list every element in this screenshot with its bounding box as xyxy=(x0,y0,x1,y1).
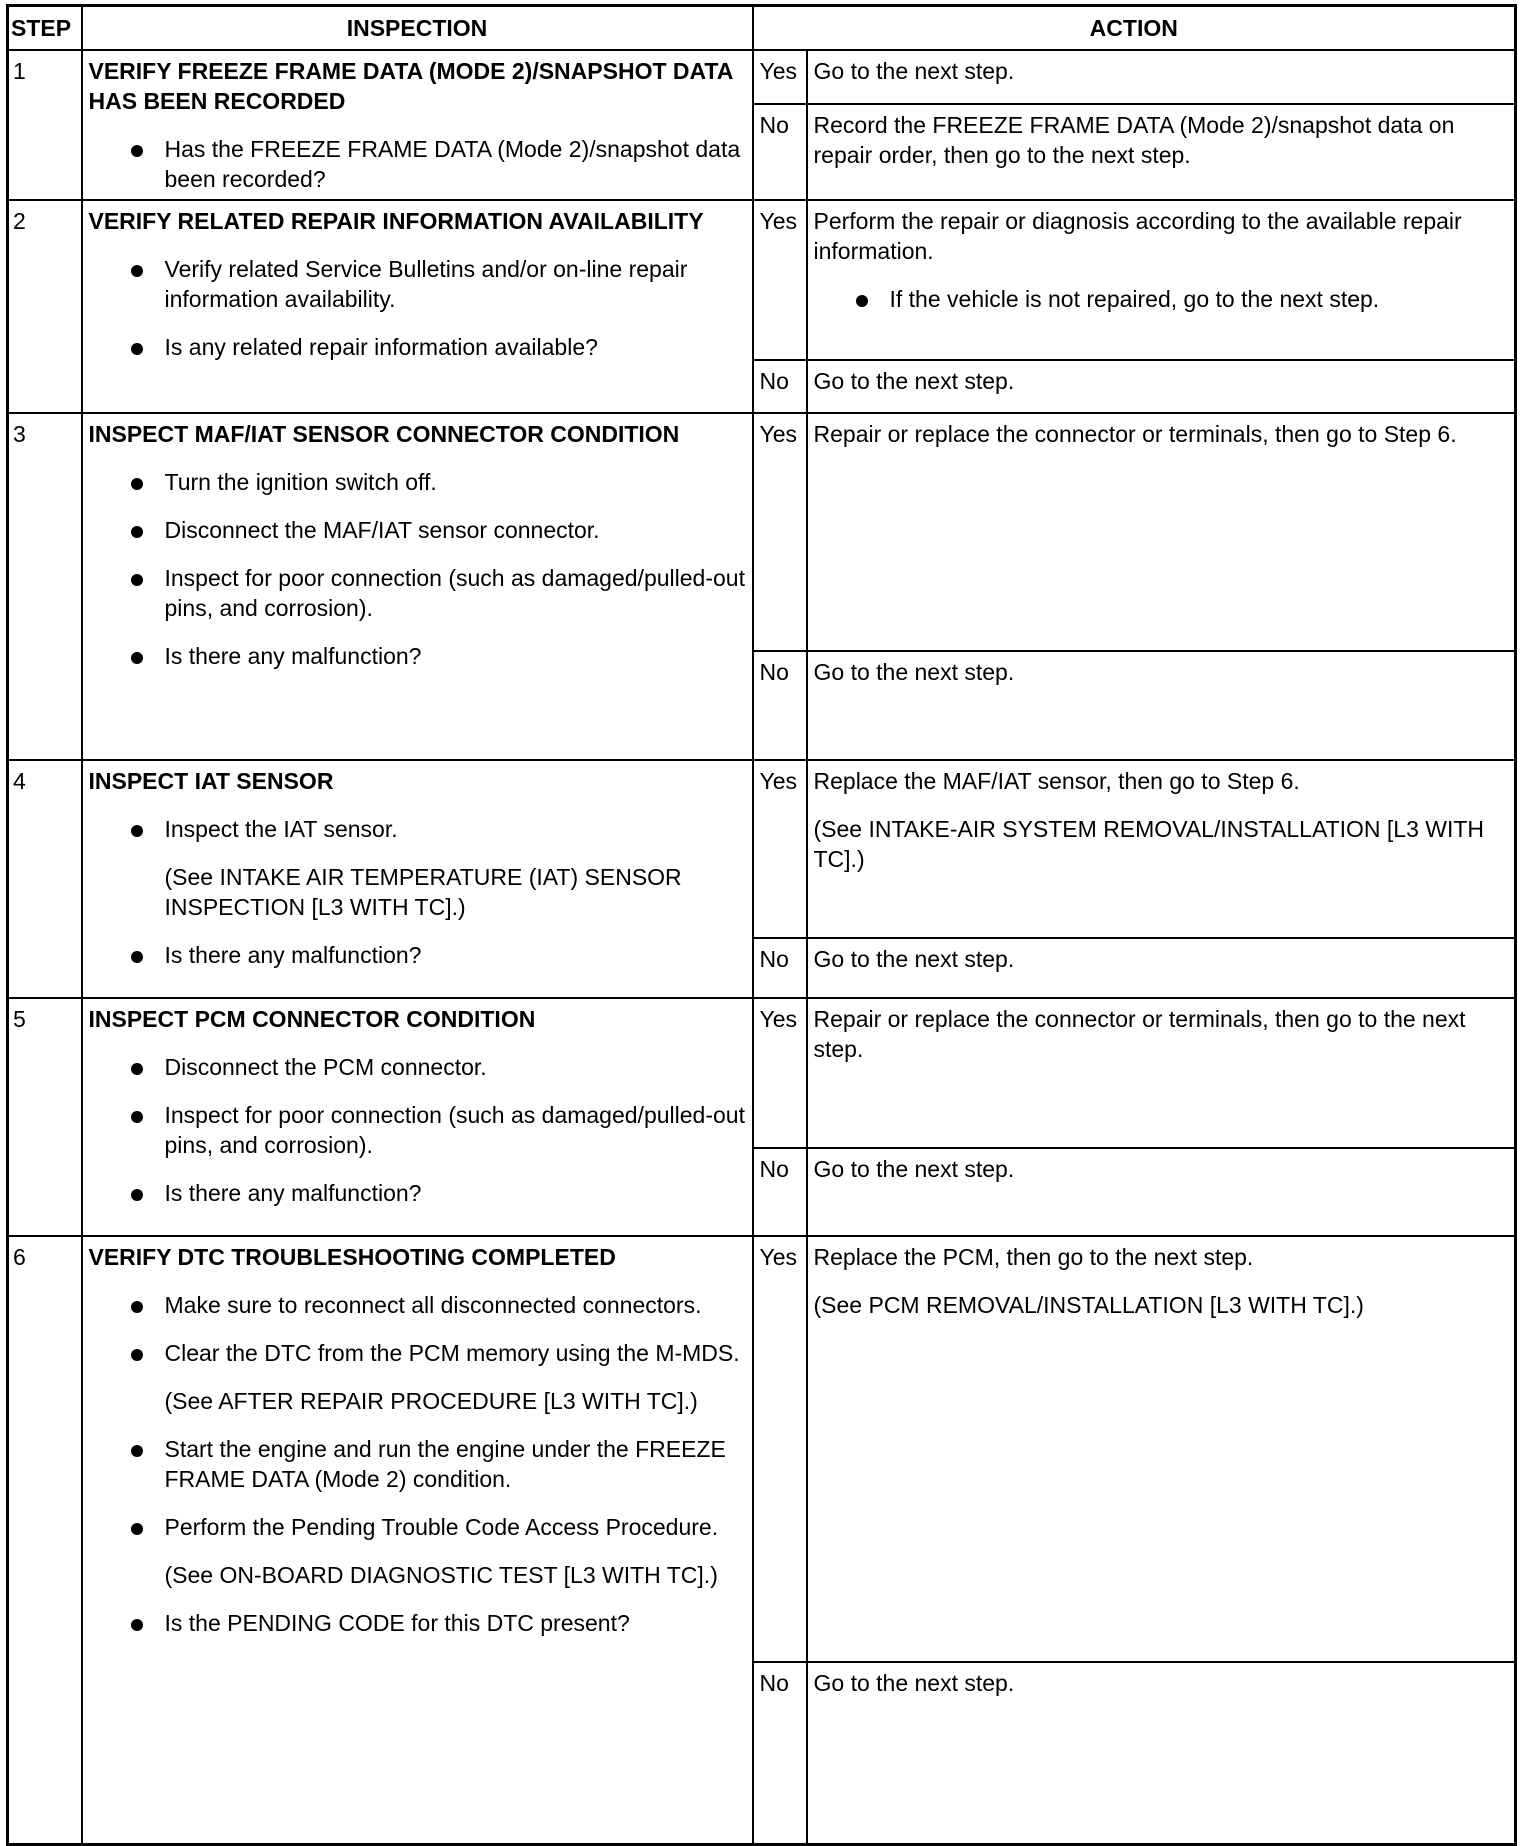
diagnostic-table xyxy=(6,4,1517,1846)
inspection-list xyxy=(89,254,746,362)
inspection-list xyxy=(89,940,746,970)
item-text: Is there any malfunction? xyxy=(164,643,422,669)
step-title: VERIFY FREEZE FRAME DATA (MODE 2)/SNAPSHOT DATA HAS BEEN RECORDED xyxy=(88,58,733,114)
list-item xyxy=(89,1608,746,1638)
diagnostic-procedure-sheet xyxy=(6,4,1514,1794)
inspection-list xyxy=(89,467,746,671)
list-item xyxy=(89,1434,746,1494)
list-item xyxy=(89,1512,746,1542)
item-text: Inspect for poor connection (such as damaged/pulled-out pins, and corrosion). xyxy=(164,1102,745,1158)
no-label: No xyxy=(753,651,807,760)
item-text: Turn the ignition switch off. xyxy=(164,469,437,495)
yes-action: Go to the next step. xyxy=(807,50,1516,104)
list-item xyxy=(89,515,746,545)
reference-text: (See PCM REMOVAL/INSTALLATION [L3 WITH TC].) xyxy=(813,1292,1364,1318)
bullet-icon xyxy=(131,1063,143,1075)
item-text: Verify related Service Bulletins and/or on-line repair information availability. xyxy=(164,256,688,312)
bullet-icon xyxy=(131,265,143,277)
item-text: Inspect the IAT sensor. xyxy=(164,816,398,842)
yes-action xyxy=(807,760,1516,938)
yes-label: Yes xyxy=(753,998,807,1148)
step-number: 1 xyxy=(8,50,82,200)
inspection-column-header: INSPECTION xyxy=(82,6,753,51)
item-text: Clear the DTC from the PCM memory using the M-MDS. xyxy=(164,1340,740,1366)
bullet-icon xyxy=(131,1619,143,1631)
step-column-header: STEP xyxy=(8,6,82,51)
list-item xyxy=(89,641,746,671)
no-action: Go to the next step. xyxy=(807,938,1516,998)
inspection-cell xyxy=(82,200,753,413)
step-title: VERIFY RELATED REPAIR INFORMATION AVAILABILITY xyxy=(88,208,704,234)
no-label: No xyxy=(753,360,807,413)
inspection-cell xyxy=(82,1236,753,1844)
bullet-icon xyxy=(131,145,143,157)
inspection-list xyxy=(89,1052,746,1208)
yes-action: Repair or replace the connector or terminals, then go to Step 6. xyxy=(807,413,1516,651)
yes-label: Yes xyxy=(753,50,807,104)
no-label: No xyxy=(753,1662,807,1844)
item-text: Is any related repair information available? xyxy=(164,334,598,360)
inspection-cell xyxy=(82,50,753,200)
no-action: Record the FREEZE FRAME DATA (Mode 2)/snapshot data on repair order, then go to the next step. xyxy=(807,104,1516,200)
inspection-list xyxy=(89,814,746,844)
bullet-icon xyxy=(131,343,143,355)
bullet-icon xyxy=(131,1301,143,1313)
bullet-icon xyxy=(131,825,143,837)
no-label: No xyxy=(753,104,807,200)
list-item xyxy=(89,940,746,970)
step-5-yes-row xyxy=(8,998,1516,1148)
bullet-icon xyxy=(131,951,143,963)
inspection-list xyxy=(89,1434,746,1542)
yes-action xyxy=(807,200,1516,360)
inspection-list xyxy=(89,134,746,194)
bullet-icon xyxy=(131,652,143,664)
bullet-icon xyxy=(856,295,868,307)
step-title: VERIFY DTC TROUBLESHOOTING COMPLETED xyxy=(88,1244,616,1270)
action-text: Replace the MAF/IAT sensor, then go to Step 6. xyxy=(813,768,1300,794)
action-bullet-text: If the vehicle is not repaired, go to the next step. xyxy=(889,286,1380,312)
yes-label: Yes xyxy=(753,1236,807,1662)
no-action: Go to the next step. xyxy=(807,360,1516,413)
reference-text: (See AFTER REPAIR PROCEDURE [L3 WITH TC].) xyxy=(164,1388,698,1414)
no-action: Go to the next step. xyxy=(807,651,1516,760)
no-action: Go to the next step. xyxy=(807,1662,1516,1844)
item-text: Is the PENDING CODE for this DTC present? xyxy=(164,1610,630,1636)
list-item xyxy=(89,814,746,844)
reference-text: (See INTAKE-AIR SYSTEM REMOVAL/INSTALLATION [L3 WITH TC].) xyxy=(813,816,1485,872)
inspection-cell xyxy=(82,760,753,998)
step-3-yes-row xyxy=(8,413,1516,651)
step-number: 2 xyxy=(8,200,82,413)
list-item xyxy=(89,563,746,623)
yes-action xyxy=(807,1236,1516,1662)
reference-text: (See INTAKE AIR TEMPERATURE (IAT) SENSOR INSPECTION [L3 WITH TC].) xyxy=(164,864,682,920)
action-bullet xyxy=(814,284,1509,314)
action-column-header: ACTION xyxy=(753,6,1516,51)
header-row xyxy=(8,6,1516,51)
no-action: Go to the next step. xyxy=(807,1148,1516,1236)
step-2-yes-row xyxy=(8,200,1516,360)
item-text: Disconnect the MAF/IAT sensor connector. xyxy=(164,517,600,543)
step-4-yes-row xyxy=(8,760,1516,938)
step-1-yes-row xyxy=(8,50,1516,104)
item-text: Make sure to reconnect all disconnected connectors. xyxy=(164,1292,702,1318)
no-label: No xyxy=(753,938,807,998)
item-text: Has the FREEZE FRAME DATA (Mode 2)/snapshot data been recorded? xyxy=(164,136,741,192)
yes-label: Yes xyxy=(753,760,807,938)
list-item xyxy=(89,332,746,362)
bullet-icon xyxy=(131,1523,143,1535)
item-text: Perform the Pending Trouble Code Access Procedure. xyxy=(164,1514,719,1540)
list-item xyxy=(89,1178,746,1208)
item-text: Inspect for poor connection (such as damaged/pulled-out pins, and corrosion). xyxy=(164,565,745,621)
inspection-cell xyxy=(82,413,753,760)
item-text: Is there any malfunction? xyxy=(164,942,422,968)
yes-action: Repair or replace the connector or terminals, then go to the next step. xyxy=(807,998,1516,1148)
step-title: INSPECT IAT SENSOR xyxy=(88,768,334,794)
bullet-icon xyxy=(131,1189,143,1201)
item-text: Start the engine and run the engine under the FREEZE FRAME DATA (Mode 2) condition. xyxy=(164,1436,726,1492)
list-item xyxy=(89,1290,746,1320)
list-item xyxy=(89,254,746,314)
list-item xyxy=(89,1052,746,1082)
list-item xyxy=(89,467,746,497)
yes-label: Yes xyxy=(753,200,807,360)
item-text: Is there any malfunction? xyxy=(164,1180,422,1206)
list-item xyxy=(89,1100,746,1160)
list-item xyxy=(89,1338,746,1368)
bullet-icon xyxy=(131,1445,143,1457)
action-text: Replace the PCM, then go to the next step. xyxy=(813,1244,1254,1270)
bullet-icon xyxy=(131,478,143,490)
step-title: INSPECT MAF/IAT SENSOR CONNECTOR CONDITION xyxy=(88,421,680,447)
bullet-icon xyxy=(131,1349,143,1361)
step-number: 6 xyxy=(8,1236,82,1844)
item-text: Disconnect the PCM connector. xyxy=(164,1054,487,1080)
yes-label: Yes xyxy=(753,413,807,651)
step-6-yes-row xyxy=(8,1236,1516,1662)
bullet-icon xyxy=(131,526,143,538)
reference-text: (See ON-BOARD DIAGNOSTIC TEST [L3 WITH TC].) xyxy=(164,1562,718,1588)
bullet-icon xyxy=(131,574,143,586)
action-text: Perform the repair or diagnosis according to the available repair information. xyxy=(813,208,1462,264)
bullet-icon xyxy=(131,1111,143,1123)
no-label: No xyxy=(753,1148,807,1236)
list-item xyxy=(89,134,746,194)
step-number: 3 xyxy=(8,413,82,760)
step-title: INSPECT PCM CONNECTOR CONDITION xyxy=(88,1006,536,1032)
inspection-cell xyxy=(82,998,753,1236)
step-number: 5 xyxy=(8,998,82,1236)
inspection-list xyxy=(89,1290,746,1368)
inspection-list xyxy=(89,1608,746,1638)
step-number: 4 xyxy=(8,760,82,998)
